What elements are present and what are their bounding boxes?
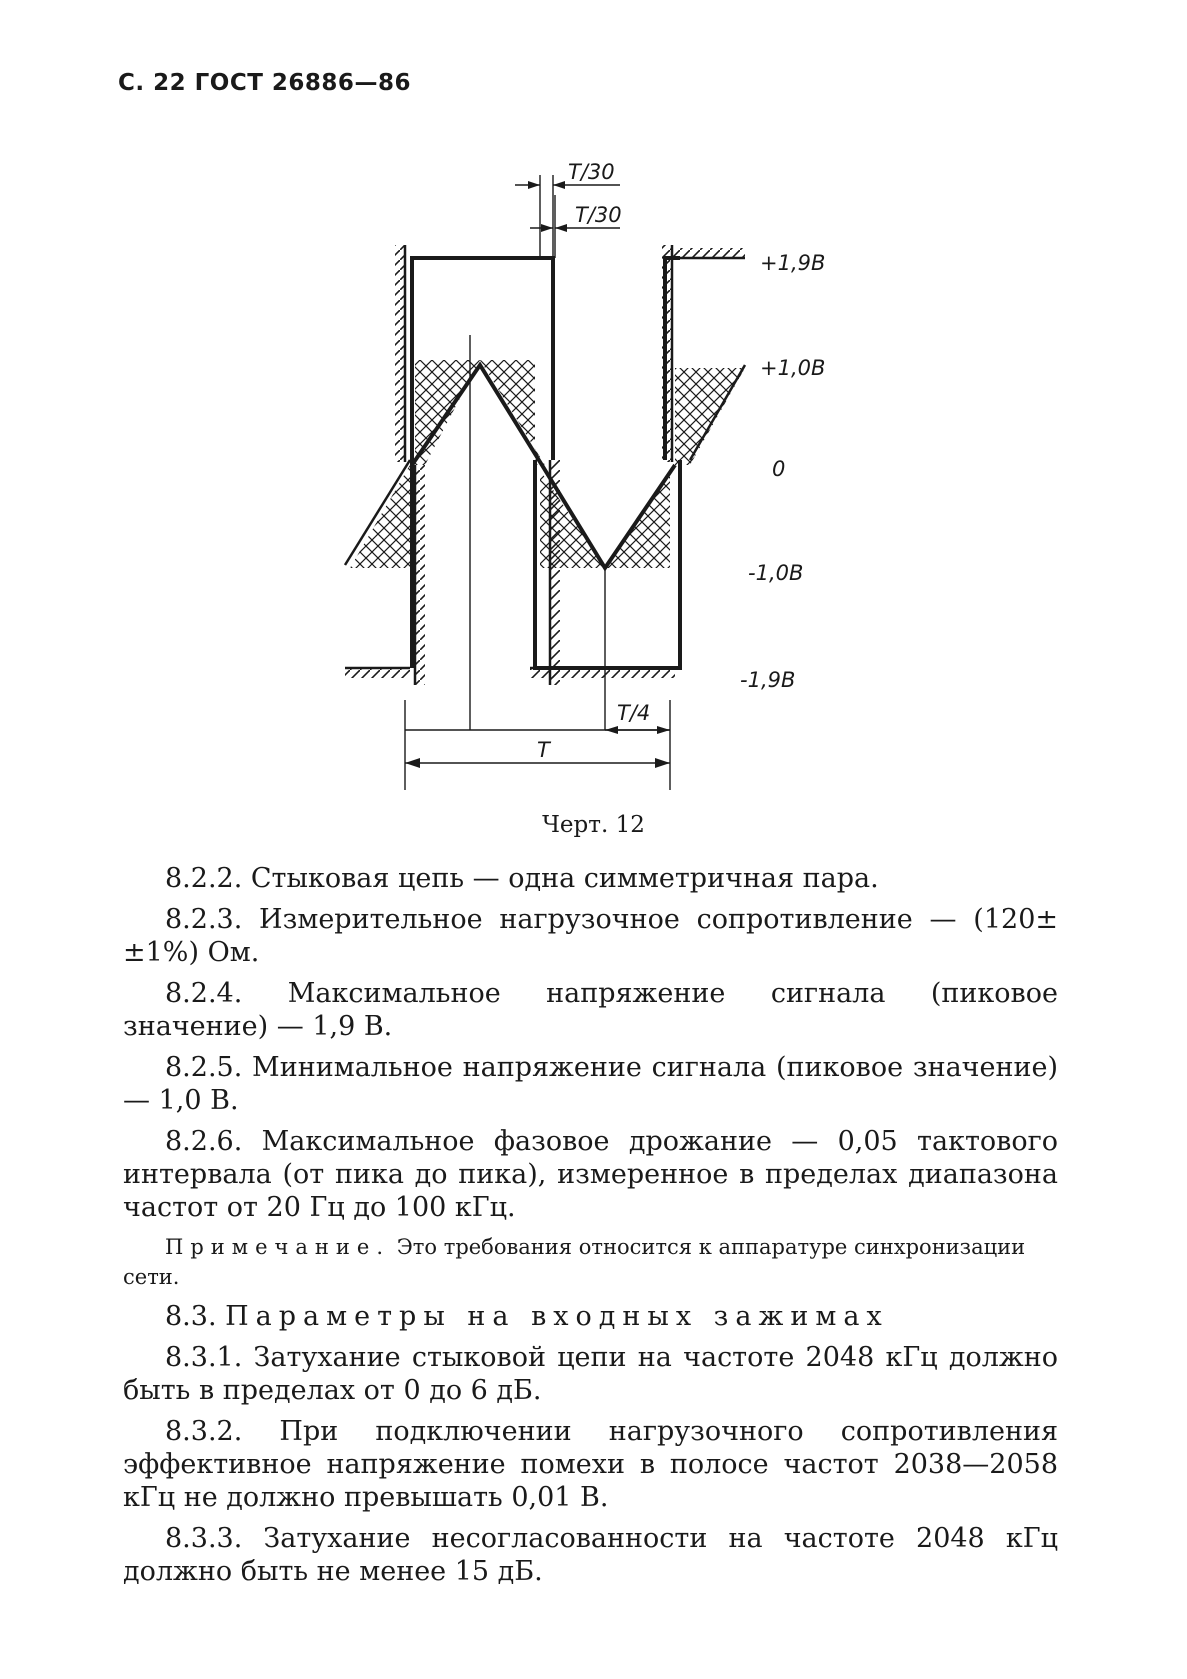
- pulse-waveform: [412, 258, 680, 668]
- label-t: T: [537, 738, 550, 762]
- label-t30-top: T/30: [568, 160, 615, 184]
- note-label: Примечание.: [165, 1235, 391, 1259]
- figure-caption: Черт. 12: [542, 812, 645, 838]
- section-8-3-title: Параметры на входных зажимах: [225, 1301, 889, 1332]
- paragraph-8-2-3: 8.2.3. Измерительное нагрузочное сопротивление — (120±±1%) Ом.: [123, 904, 1058, 968]
- reference-lines: [405, 175, 670, 790]
- page-header: С. 22 ГОСТ 26886—86: [118, 70, 411, 96]
- label-plus-1-0: +1,0В: [760, 356, 826, 380]
- tolerance-zones: [350, 360, 745, 568]
- note: [123, 1232, 1058, 1292]
- label-t30-bottom: T/30: [575, 203, 622, 227]
- document-body: [123, 862, 1058, 1596]
- paragraph-8-2-4: 8.2.4. Максимальное напряжение сигнала (пиковое значение) — 1,9 В.: [123, 978, 1058, 1042]
- dimension-arrows: [405, 181, 670, 768]
- paragraph-8-2-2: 8.2.2. Стыковая цепь — одна симметричная пара.: [165, 863, 879, 894]
- label-t4: T/4: [617, 701, 651, 725]
- section-8-3-heading: [123, 1300, 1058, 1333]
- label-plus-1-9: +1,9В: [760, 251, 826, 275]
- paragraph-8-3-1: 8.3.1. Затухание стыковой цепи на частоте 2048 кГц должно быть в пределах от 0 до 6 дБ.: [123, 1342, 1058, 1406]
- paragraph-8-2-6: 8.2.6. Максимальное фазовое дрожание — 0,05 тактового интервала (от пика до пика), измеренное в пределах диапазона частот от 20 Гц до 100 кГц.: [123, 1126, 1058, 1223]
- label-zero: 0: [772, 457, 786, 481]
- pulse-mask-diagram: [0, 150, 1187, 800]
- paragraph-8-2-5: 8.2.5. Минимальное напряжение сигнала (пиковое значение) — 1,0 В.: [123, 1052, 1058, 1116]
- paragraph-8-3-2: 8.3.2. При подключении нагрузочного сопротивления эффективное напряжение помехи в полосе частот 2038—2058 кГц не должно превышать 0,01 В.: [123, 1416, 1058, 1513]
- label-minus-1-0: -1,0В: [748, 561, 804, 585]
- label-minus-1-9: -1,9В: [740, 668, 796, 692]
- paragraph-8-3-3: 8.3.3. Затухание несогласованности на частоте 2048 кГц должно быть не менее 15 дБ.: [123, 1523, 1058, 1587]
- section-8-3-number: 8.3.: [165, 1301, 226, 1332]
- note-text: Это требования относится к аппаратуре синхронизации сети.: [123, 1235, 1026, 1289]
